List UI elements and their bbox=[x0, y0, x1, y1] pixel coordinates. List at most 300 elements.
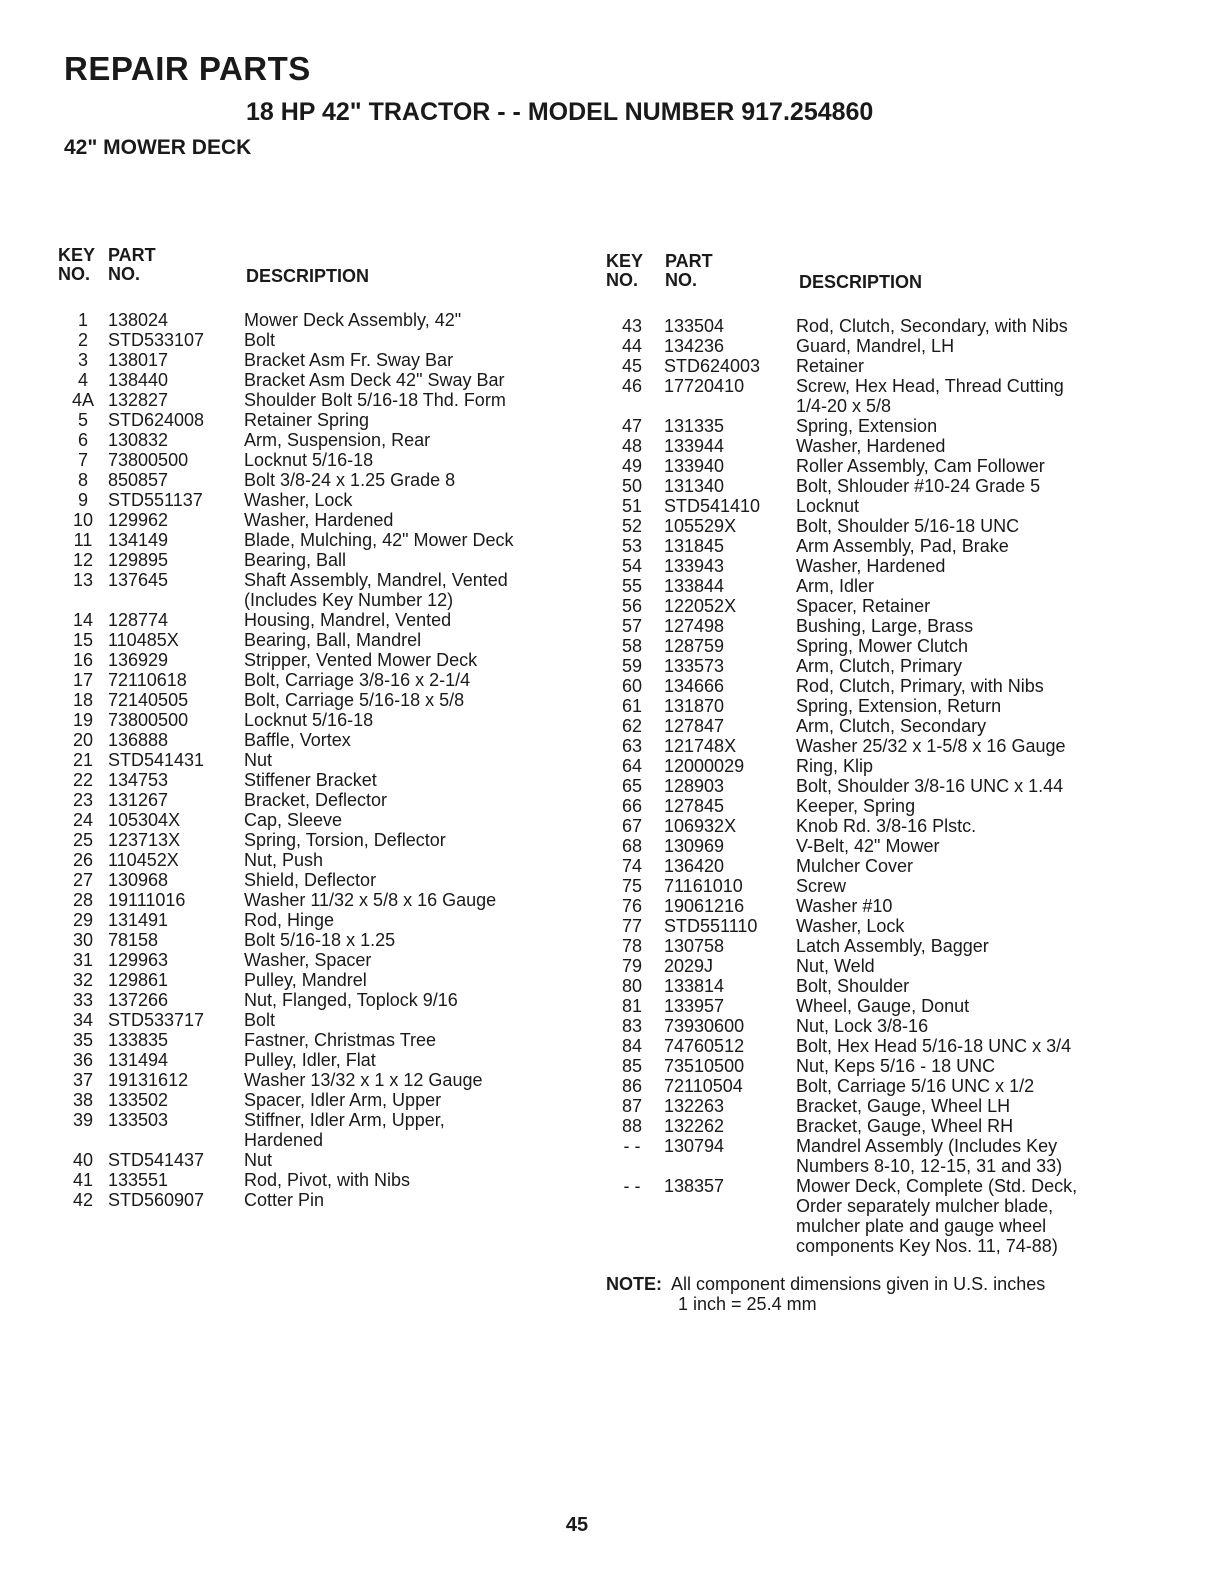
description-cell: Washer, Hardened bbox=[796, 436, 946, 456]
description-cell: Cap, Sleeve bbox=[244, 810, 343, 830]
part-no-cell: 121748X bbox=[664, 736, 737, 756]
table-row bbox=[58, 530, 578, 550]
key-no-cell: 81 bbox=[621, 996, 643, 1016]
description-cell: Pulley, Idler, Flat bbox=[244, 1050, 376, 1070]
key-no-cell: 51 bbox=[621, 496, 643, 516]
table-row bbox=[58, 630, 578, 650]
description-cell: Mower Deck Assembly, 42" bbox=[244, 310, 462, 330]
part-no-cell: 12000029 bbox=[664, 756, 745, 776]
table-row bbox=[58, 930, 578, 950]
key-no-cell: 65 bbox=[621, 776, 643, 796]
note-line-2: 1 inch = 25.4 mm bbox=[678, 1294, 817, 1314]
description-cell: Nut bbox=[244, 750, 273, 770]
description-cell: Arm, Idler bbox=[796, 576, 875, 596]
table-row bbox=[606, 556, 1126, 576]
part-no-cell: 138357 bbox=[664, 1176, 725, 1196]
key-no-cell: 20 bbox=[72, 730, 94, 750]
part-no-cell: 130758 bbox=[664, 936, 725, 956]
key-no-cell: 13 bbox=[72, 570, 94, 590]
table-row bbox=[58, 1010, 578, 1030]
key-no-cell: 68 bbox=[621, 836, 643, 856]
table-row bbox=[606, 1136, 1126, 1176]
part-no-cell: 133943 bbox=[664, 556, 725, 576]
key-no-cell: 39 bbox=[72, 1110, 94, 1130]
key-no-cell: - - bbox=[623, 1136, 641, 1156]
part-no-cell: 133835 bbox=[108, 1030, 169, 1050]
part-no-cell: 105529X bbox=[664, 516, 737, 536]
part-no-cell: 127498 bbox=[664, 616, 725, 636]
key-no-cell: 4A bbox=[71, 390, 95, 410]
table-row bbox=[58, 370, 578, 390]
key-no-cell: 77 bbox=[621, 916, 643, 936]
part-no-cell: 73510500 bbox=[664, 1056, 745, 1076]
part-no-cell: 73800500 bbox=[108, 450, 189, 470]
part-no-cell: 73800500 bbox=[108, 710, 189, 730]
description-cell: Stripper, Vented Mower Deck bbox=[244, 650, 478, 670]
description-cell: Washer, Lock bbox=[244, 490, 353, 510]
key-no-header: KEY NO. bbox=[606, 251, 644, 290]
description-cell: Stiffener Bracket bbox=[244, 770, 377, 790]
key-no-cell: 7 bbox=[77, 450, 88, 470]
table-row bbox=[606, 616, 1126, 636]
description-cell: Bolt, Shlouder #10-24 Grade 5 bbox=[796, 476, 1041, 496]
table-row bbox=[606, 756, 1126, 776]
table-row bbox=[58, 1190, 578, 1210]
part-no-cell: 133844 bbox=[664, 576, 725, 596]
part-no-cell: 130794 bbox=[664, 1136, 725, 1156]
description-cell: Screw bbox=[796, 876, 847, 896]
description-cell: Bolt, Shoulder 3/8-16 UNC x 1.44 bbox=[796, 776, 1064, 796]
description-cell: Roller Assembly, Cam Follower bbox=[796, 456, 1045, 476]
key-no-cell: 54 bbox=[621, 556, 643, 576]
table-row bbox=[606, 1096, 1126, 1116]
key-no-cell: 37 bbox=[72, 1070, 94, 1090]
table-row bbox=[606, 876, 1126, 896]
description-cell: Bracket Asm Fr. Sway Bar bbox=[244, 350, 454, 370]
description-cell: Nut, Push bbox=[244, 850, 324, 870]
table-row bbox=[58, 470, 578, 490]
table-row bbox=[606, 656, 1126, 676]
part-no-cell: 131845 bbox=[664, 536, 725, 556]
table-row bbox=[58, 950, 578, 970]
part-no-cell: 19061216 bbox=[664, 896, 745, 916]
model-subtitle: 18 HP 42" TRACTOR - - MODEL NUMBER 917.254860 bbox=[246, 98, 874, 126]
part-no-cell: 138017 bbox=[108, 350, 169, 370]
page-title: REPAIR PARTS bbox=[64, 50, 311, 87]
table-row bbox=[606, 956, 1126, 976]
part-no-cell: 106932X bbox=[664, 816, 737, 836]
part-no-cell: 78158 bbox=[108, 930, 159, 950]
key-no-cell: 21 bbox=[72, 750, 94, 770]
key-no-cell: 30 bbox=[72, 930, 94, 950]
part-no-cell: 136420 bbox=[664, 856, 725, 876]
description-cell: Mulcher Cover bbox=[796, 856, 914, 876]
part-no-cell: STD624008 bbox=[108, 410, 205, 430]
part-no-cell: 133957 bbox=[664, 996, 725, 1016]
description-cell: Spacer, Retainer bbox=[796, 596, 931, 616]
description-cell: Nut bbox=[244, 1150, 273, 1170]
description-cell: Locknut 5/16-18 bbox=[244, 710, 374, 730]
description-cell: Washer, Hardened bbox=[244, 510, 394, 530]
description-cell: Washer 25/32 x 1-5/8 x 16 Gauge bbox=[796, 736, 1066, 756]
key-no-cell: 28 bbox=[72, 890, 94, 910]
key-no-cell: 61 bbox=[621, 696, 643, 716]
key-no-cell: 10 bbox=[72, 510, 94, 530]
key-no-cell: 26 bbox=[72, 850, 94, 870]
description-cell: Knob Rd. 3/8-16 Plstc. bbox=[796, 816, 977, 836]
key-no-cell: 40 bbox=[72, 1150, 94, 1170]
description-cell: Shoulder Bolt 5/16-18 Thd. Form bbox=[244, 390, 506, 410]
table-row bbox=[606, 1036, 1126, 1056]
part-no-cell: 138440 bbox=[108, 370, 169, 390]
table-row bbox=[58, 430, 578, 450]
key-no-cell: 43 bbox=[621, 316, 643, 336]
table-row bbox=[58, 790, 578, 810]
key-no-cell: 49 bbox=[621, 456, 643, 476]
part-no-cell: 129861 bbox=[108, 970, 169, 990]
description-cell: Bracket, Gauge, Wheel RH bbox=[796, 1116, 1014, 1136]
part-no-cell: 137645 bbox=[108, 570, 169, 590]
key-no-cell: 52 bbox=[621, 516, 643, 536]
part-no-cell: 131870 bbox=[664, 696, 725, 716]
description-cell: Locknut 5/16-18 bbox=[244, 450, 374, 470]
part-no-cell: 133573 bbox=[664, 656, 725, 676]
table-row bbox=[58, 670, 578, 690]
key-no-cell: 33 bbox=[72, 990, 94, 1010]
description-cell: Nut, Keps 5/16 - 18 UNC bbox=[796, 1056, 996, 1076]
description-cell: Arm, Clutch, Primary bbox=[796, 656, 963, 676]
table-row bbox=[58, 550, 578, 570]
part-no-cell: STD560907 bbox=[108, 1190, 205, 1210]
part-no-cell: 130832 bbox=[108, 430, 169, 450]
key-no-cell: 38 bbox=[72, 1090, 94, 1110]
description-cell: Ring, Klip bbox=[796, 756, 874, 776]
table-row bbox=[606, 1056, 1126, 1076]
part-no-cell: 128903 bbox=[664, 776, 725, 796]
description-cell: Cotter Pin bbox=[244, 1190, 325, 1210]
key-no-cell: 31 bbox=[72, 950, 94, 970]
key-no-cell: 76 bbox=[621, 896, 643, 916]
table-row bbox=[58, 870, 578, 890]
key-no-cell: 58 bbox=[621, 636, 643, 656]
key-no-cell: 3 bbox=[77, 350, 88, 370]
key-no-cell: - - bbox=[623, 1176, 641, 1196]
part-no-cell: 138024 bbox=[108, 310, 169, 330]
table-row bbox=[606, 1116, 1126, 1136]
part-no-cell: STD541437 bbox=[108, 1150, 205, 1170]
key-no-cell: 67 bbox=[621, 816, 643, 836]
key-no-cell: 48 bbox=[621, 436, 643, 456]
table-row bbox=[606, 496, 1126, 516]
part-no-cell: 136888 bbox=[108, 730, 169, 750]
key-no-cell: 86 bbox=[621, 1076, 643, 1096]
table-header-left bbox=[58, 244, 578, 310]
table-row bbox=[58, 610, 578, 630]
key-no-cell: 75 bbox=[621, 876, 643, 896]
part-no-cell: 133504 bbox=[664, 316, 725, 336]
description-cell: Stiffner, Idler Arm, Upper, Hardened bbox=[244, 1110, 445, 1150]
key-no-cell: 9 bbox=[77, 490, 88, 510]
key-no-cell: 5 bbox=[77, 410, 88, 430]
key-no-cell: 17 bbox=[72, 670, 94, 690]
description-cell: Pulley, Mandrel bbox=[244, 970, 367, 990]
section-heading: 42" MOWER DECK bbox=[64, 136, 252, 159]
description-cell: Bolt, Hex Head 5/16-18 UNC x 3/4 bbox=[796, 1036, 1072, 1056]
key-no-cell: 42 bbox=[72, 1190, 94, 1210]
part-no-cell: 137266 bbox=[108, 990, 169, 1010]
key-no-cell: 32 bbox=[72, 970, 94, 990]
key-no-cell: 34 bbox=[72, 1010, 94, 1030]
description-cell: Spring, Extension, Return bbox=[796, 696, 1002, 716]
table-row bbox=[606, 976, 1126, 996]
description-cell: Washer #10 bbox=[796, 896, 893, 916]
key-no-cell: 46 bbox=[621, 376, 643, 396]
part-no-cell: 133551 bbox=[108, 1170, 169, 1190]
description-cell: Washer 13/32 x 1 x 12 Gauge bbox=[244, 1070, 483, 1090]
table-row bbox=[606, 996, 1126, 1016]
table-row bbox=[606, 676, 1126, 696]
key-no-cell: 55 bbox=[621, 576, 643, 596]
part-no-header: PART NO. bbox=[665, 251, 713, 290]
table-row bbox=[58, 1170, 578, 1190]
key-no-cell: 24 bbox=[72, 810, 94, 830]
description-cell: Bolt, Carriage 5/16 UNC x 1/2 bbox=[796, 1076, 1035, 1096]
key-no-cell: 14 bbox=[72, 610, 94, 630]
description-cell: Nut, Flanged, Toplock 9/16 bbox=[244, 990, 458, 1010]
description-cell: Bolt bbox=[244, 1010, 276, 1030]
part-no-cell: 133503 bbox=[108, 1110, 169, 1130]
table-row bbox=[606, 736, 1126, 756]
description-cell: Arm Assembly, Pad, Brake bbox=[796, 536, 1009, 556]
description-cell: Rod, Hinge bbox=[244, 910, 335, 930]
key-no-cell: 11 bbox=[73, 530, 93, 550]
parts-rows-right bbox=[606, 316, 1126, 1256]
key-no-cell: 16 bbox=[72, 650, 94, 670]
part-no-cell: 132263 bbox=[664, 1096, 725, 1116]
part-no-cell: 73930600 bbox=[664, 1016, 745, 1036]
part-no-cell: 850857 bbox=[108, 470, 169, 490]
key-no-cell: 1 bbox=[77, 310, 88, 330]
part-no-cell: 110452X bbox=[108, 850, 179, 870]
key-no-cell: 36 bbox=[72, 1050, 94, 1070]
description-cell: Fastner, Christmas Tree bbox=[244, 1030, 437, 1050]
key-no-header: KEY NO. bbox=[58, 245, 96, 284]
part-no-cell: 71161010 bbox=[664, 876, 743, 896]
key-no-cell: 74 bbox=[621, 856, 643, 876]
part-no-cell: 131491 bbox=[108, 910, 169, 930]
key-no-cell: 19 bbox=[72, 710, 94, 730]
table-row bbox=[606, 916, 1126, 936]
table-row bbox=[58, 330, 578, 350]
table-row bbox=[58, 810, 578, 830]
description-cell: Washer, Spacer bbox=[244, 950, 372, 970]
table-row bbox=[58, 1070, 578, 1090]
description-cell: Bolt bbox=[244, 330, 276, 350]
table-row bbox=[606, 516, 1126, 536]
key-no-cell: 50 bbox=[621, 476, 643, 496]
table-row bbox=[58, 1090, 578, 1110]
table-row bbox=[58, 970, 578, 990]
table-row bbox=[606, 316, 1126, 336]
key-no-cell: 62 bbox=[621, 716, 643, 736]
table-row bbox=[58, 830, 578, 850]
part-no-cell: STD624003 bbox=[664, 356, 761, 376]
part-no-cell: 17720410 bbox=[664, 376, 745, 396]
part-no-cell: 127845 bbox=[664, 796, 725, 816]
table-row bbox=[58, 450, 578, 470]
table-row bbox=[58, 390, 578, 410]
key-no-cell: 47 bbox=[621, 416, 643, 436]
description-cell: Bolt 5/16-18 x 1.25 bbox=[244, 930, 396, 950]
part-no-cell: 128759 bbox=[664, 636, 725, 656]
table-row bbox=[58, 1110, 578, 1150]
part-no-cell: 133814 bbox=[664, 976, 725, 996]
table-row bbox=[58, 890, 578, 910]
part-no-cell: 134149 bbox=[108, 530, 169, 550]
table-row bbox=[606, 816, 1126, 836]
part-no-cell: 128774 bbox=[108, 610, 169, 630]
part-no-cell: 132827 bbox=[108, 390, 169, 410]
description-cell: Baffle, Vortex bbox=[244, 730, 351, 750]
description-cell: Wheel, Gauge, Donut bbox=[796, 996, 970, 1016]
description-cell: Bracket Asm Deck 42" Sway Bar bbox=[244, 370, 505, 390]
table-row bbox=[606, 416, 1126, 436]
description-cell: Screw, Hex Head, Thread Cutting 1/4-20 x 5/8 bbox=[796, 376, 1064, 416]
table-row bbox=[606, 356, 1126, 376]
description-cell: Spacer, Idler Arm, Upper bbox=[244, 1090, 442, 1110]
part-no-cell: 133940 bbox=[664, 456, 725, 476]
description-cell: Washer, Lock bbox=[796, 916, 905, 936]
description-cell: Washer 11/32 x 5/8 x 16 Gauge bbox=[244, 890, 497, 910]
table-row bbox=[606, 456, 1126, 476]
table-row bbox=[606, 776, 1126, 796]
description-cell: Spring, Extension bbox=[796, 416, 938, 436]
part-no-cell: 129963 bbox=[108, 950, 169, 970]
key-no-cell: 87 bbox=[621, 1096, 643, 1116]
key-no-cell: 23 bbox=[72, 790, 94, 810]
part-no-cell: STD533107 bbox=[108, 330, 205, 350]
key-no-cell: 45 bbox=[621, 356, 643, 376]
table-row bbox=[606, 1076, 1126, 1096]
description-cell: Bracket, Gauge, Wheel LH bbox=[796, 1096, 1011, 1116]
key-no-cell: 83 bbox=[621, 1016, 643, 1036]
table-row bbox=[58, 570, 578, 610]
part-no-cell: 2029J bbox=[664, 956, 714, 976]
description-cell: Nut, Lock 3/8-16 bbox=[796, 1016, 929, 1036]
part-no-cell: 134236 bbox=[664, 336, 725, 356]
description-cell: Nut, Weld bbox=[796, 956, 875, 976]
part-no-cell: 133502 bbox=[108, 1090, 169, 1110]
table-row bbox=[58, 410, 578, 430]
description-cell: Retainer Spring bbox=[244, 410, 370, 430]
table-row bbox=[58, 1050, 578, 1070]
table-row bbox=[606, 596, 1126, 616]
key-no-cell: 27 bbox=[72, 870, 94, 890]
key-no-cell: 29 bbox=[72, 910, 94, 930]
part-no-cell: 133944 bbox=[664, 436, 725, 456]
table-row bbox=[58, 350, 578, 370]
note-label: NOTE: bbox=[606, 1274, 662, 1294]
table-row bbox=[606, 436, 1126, 456]
table-row bbox=[58, 690, 578, 710]
part-no-cell: 19131612 bbox=[108, 1070, 189, 1090]
description-cell: Bearing, Ball, Mandrel bbox=[244, 630, 422, 650]
key-no-cell: 6 bbox=[77, 430, 88, 450]
table-row bbox=[58, 850, 578, 870]
description-cell: Mower Deck, Complete (Std. Deck, Order separately mulcher blade, mulcher plate and gauge wheel components Key Nos. 11, 74-88) bbox=[796, 1176, 1078, 1256]
part-no-cell: STD541431 bbox=[108, 750, 205, 770]
description-cell: Spring, Mower Clutch bbox=[796, 636, 969, 656]
description-cell: Bushing, Large, Brass bbox=[796, 616, 974, 636]
part-no-cell: 131340 bbox=[664, 476, 725, 496]
table-row bbox=[58, 710, 578, 730]
table-row bbox=[606, 636, 1126, 656]
part-no-cell: 131267 bbox=[108, 790, 169, 810]
key-no-cell: 57 bbox=[621, 616, 643, 636]
table-row bbox=[58, 310, 578, 330]
key-no-cell: 85 bbox=[621, 1056, 643, 1076]
description-cell: Mandrel Assembly (Includes Key Numbers 8-10, 12-15, 31 and 33) bbox=[796, 1136, 1063, 1176]
part-no-cell: 72140505 bbox=[108, 690, 189, 710]
description-cell: Keeper, Spring bbox=[796, 796, 916, 816]
description-cell: Latch Assembly, Bagger bbox=[796, 936, 989, 956]
part-no-header: PART NO. bbox=[108, 245, 156, 284]
part-no-cell: 132262 bbox=[664, 1116, 725, 1136]
parts-table-right bbox=[606, 250, 1126, 1256]
description-cell: V-Belt, 42" Mower bbox=[796, 836, 940, 856]
description-cell: Arm, Suspension, Rear bbox=[244, 430, 431, 450]
table-row bbox=[58, 490, 578, 510]
key-no-cell: 25 bbox=[72, 830, 94, 850]
part-no-cell: STD551110 bbox=[664, 916, 758, 936]
table-row bbox=[606, 896, 1126, 916]
part-no-cell: 105304X bbox=[108, 810, 181, 830]
key-no-cell: 60 bbox=[621, 676, 643, 696]
key-no-cell: 66 bbox=[621, 796, 643, 816]
key-no-cell: 8 bbox=[77, 470, 88, 490]
key-no-cell: 44 bbox=[621, 336, 643, 356]
dimensions-note bbox=[606, 1274, 1126, 1314]
table-row bbox=[58, 510, 578, 530]
description-cell: Bolt, Shoulder 5/16-18 UNC bbox=[796, 516, 1020, 536]
table-row bbox=[58, 990, 578, 1010]
description-cell: Locknut bbox=[796, 496, 860, 516]
part-no-cell: 110485X bbox=[108, 630, 179, 650]
description-cell: Guard, Mandrel, LH bbox=[796, 336, 955, 356]
key-no-cell: 53 bbox=[621, 536, 643, 556]
table-row bbox=[606, 476, 1126, 496]
key-no-cell: 2 bbox=[77, 330, 88, 350]
table-row bbox=[58, 770, 578, 790]
description-cell: Bolt, Carriage 5/16-18 x 5/8 bbox=[244, 690, 465, 710]
description-cell: Retainer bbox=[796, 356, 865, 376]
table-row bbox=[606, 1176, 1126, 1256]
parts-rows-left bbox=[58, 310, 578, 1210]
table-row bbox=[58, 1030, 578, 1050]
description-cell: Housing, Mandrel, Vented bbox=[244, 610, 452, 630]
key-no-cell: 88 bbox=[621, 1116, 643, 1136]
table-row bbox=[58, 1150, 578, 1170]
part-no-cell: 136929 bbox=[108, 650, 169, 670]
table-header-right bbox=[606, 250, 1126, 316]
key-no-cell: 18 bbox=[72, 690, 94, 710]
part-no-cell: 123713X bbox=[108, 830, 181, 850]
table-row bbox=[58, 650, 578, 670]
part-no-cell: 130968 bbox=[108, 870, 169, 890]
part-no-cell: STD551137 bbox=[108, 490, 203, 510]
part-no-cell: 19111016 bbox=[108, 890, 186, 910]
key-no-cell: 79 bbox=[621, 956, 643, 976]
